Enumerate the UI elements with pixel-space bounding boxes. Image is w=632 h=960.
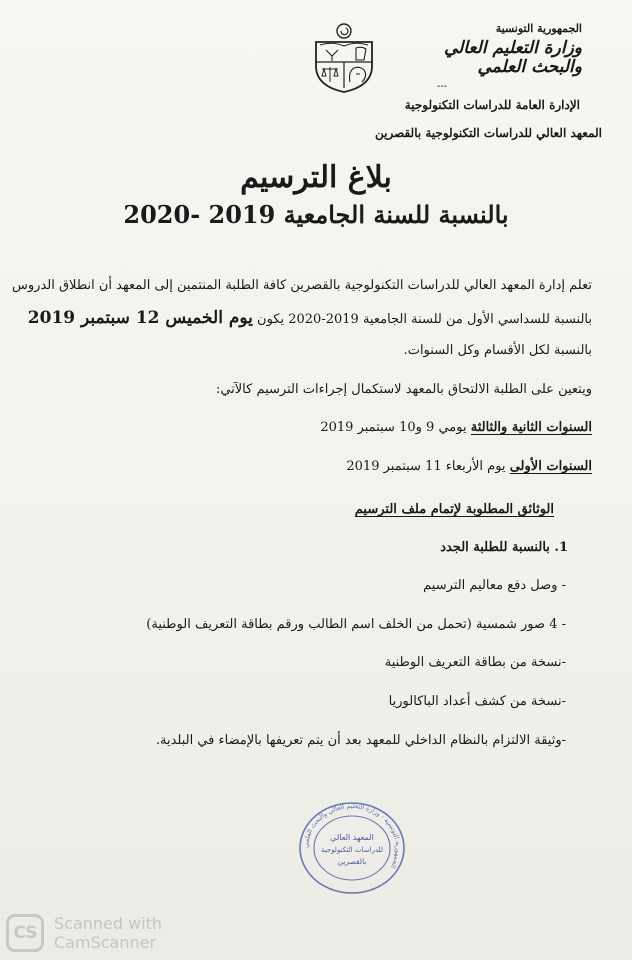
general-directorate: الإدارة العامة للدراسات التكنولوجية bbox=[404, 98, 580, 112]
notice-title: بلاغ الترسيم bbox=[240, 160, 392, 195]
camscanner-logo-icon: CS bbox=[6, 914, 44, 952]
intro-line-1: تعلم إدارة المعهد العالي للدراسات التكنولوجية بالقصرين كافة الطلبة المنتمين إلى المعهد أن انطلاق الدروس bbox=[12, 278, 592, 293]
schedule-item-2 bbox=[346, 459, 592, 474]
header-separator: --- bbox=[436, 81, 448, 92]
stamp-outer-text: الجمهورية التونسية - وزارة التعليم العالي والبحث العلمي bbox=[301, 801, 403, 870]
schedule-2-text: يوم الأربعاء 11 سبتمبر 2019 bbox=[346, 459, 506, 474]
schedule-1-label: السنوات الثانية والثالثة bbox=[470, 420, 592, 435]
document-item: -نسخة من بطاقة التعريف الوطنية bbox=[384, 655, 566, 670]
watermark-line-2: CamScanner bbox=[54, 933, 157, 952]
ministry-header bbox=[362, 22, 582, 92]
documents-heading: الوثائق المطلوبة لإتمام ملف الترسيم bbox=[354, 502, 554, 517]
stamp-line-2: للدراسات التكنولوجية bbox=[321, 846, 383, 854]
new-students-heading: 1. بالنسبة للطلبة الجدد bbox=[440, 540, 568, 555]
watermark-text bbox=[54, 914, 162, 952]
schedule-item-1 bbox=[320, 420, 592, 435]
document-item: -وثيقة الالتزام بالنظام الداخلي للمعهد بعد أن يتم تعريفها بالإمضاء في البلدية. bbox=[155, 733, 566, 748]
schedule-1-text: يومي 9 و10 سبتمبر 2019 bbox=[320, 420, 467, 435]
ministry-name-line1: وزارة التعليم العالي bbox=[443, 38, 582, 58]
republic-name: الجمهورية التونسية bbox=[495, 22, 582, 35]
stamp-line-3: بالقصرين bbox=[337, 857, 367, 866]
official-stamp bbox=[296, 800, 408, 896]
document-item: - 4 صور شمسية (تحمل من الخلف اسم الطالب ورقم بطاقة التعريف الوطنية) bbox=[146, 617, 566, 632]
start-date: يوم الخميس 12 سبتمبر 2019 bbox=[27, 308, 253, 328]
schedule-2-label: السنوات الأولى bbox=[509, 459, 592, 474]
document-item: - وصل دفع معاليم الترسيم bbox=[423, 578, 566, 593]
intro-line-3: بالنسبة لكل الأقسام وكل السنوات. bbox=[403, 343, 592, 358]
intro-line-2 bbox=[28, 308, 592, 328]
document-item: -نسخة من كشف أعداد الباكالوريا bbox=[388, 694, 566, 709]
notice-subtitle: بالنسبة للسنة الجامعية 2019 -2020 bbox=[123, 200, 509, 229]
stamp-line-1: المعهد العالي bbox=[330, 833, 374, 842]
scanner-watermark bbox=[4, 912, 194, 956]
intro-line-2-text: بالنسبة للسداسي الأول من للسنة الجامعية 2019-2020 يكون bbox=[257, 312, 592, 327]
ministry-name-line2: والبحث العلمي bbox=[477, 57, 582, 77]
institute-name: المعهد العالي للدراسات التكنولوجية بالقصرين bbox=[374, 126, 602, 140]
watermark-line-1: Scanned with bbox=[54, 914, 163, 933]
instruction-text: ويتعين على الطلبة الالتحاق بالمعهد لاستكمال إجراءات الترسيم كالآتي: bbox=[215, 382, 592, 397]
